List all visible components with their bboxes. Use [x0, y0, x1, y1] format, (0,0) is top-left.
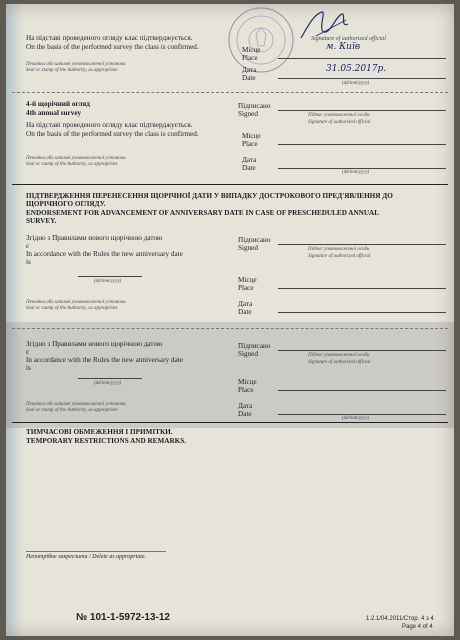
signed-label-uk: Підписано: [238, 102, 271, 110]
date-format-hint: (dd/mm/yyyy): [94, 381, 122, 386]
seal-caption-en: Seal or stamp of the Authority, as appropriate: [26, 68, 118, 73]
new-date-rule-mark: є: [26, 242, 30, 250]
seal-caption-uk: Печатка або штамп уповноваженої установи: [26, 62, 126, 67]
place-label-en: Place: [238, 284, 254, 292]
date-format-hint: (dd/mm/yyyy): [342, 170, 370, 175]
signature-caption-uk: Підпис уповноваженої особи: [308, 247, 370, 252]
place-label-uk: Місце: [242, 46, 261, 54]
signed-label-en: Signed: [238, 110, 258, 118]
signature-caption-en: Signature of authorized official: [308, 120, 371, 125]
survey-4-confirm-uk: На підставі проведеного огляду клас підтверджується.: [26, 121, 193, 129]
date-format-hint: (dd/mm/yyyy): [342, 81, 370, 86]
date-label-uk: Дата: [242, 156, 257, 164]
signed-label-en: Signed: [238, 350, 258, 358]
survey-confirm-en: On the basis of the performed survey the class is confirmed.: [26, 43, 199, 51]
new-date-rule-en: In accordance with the Rules the new anniversary date: [26, 356, 183, 364]
seal-caption-uk: Печатка або штамп уповноваженої установи: [26, 300, 126, 305]
signature-caption-uk: Підпис уповноваженої особи: [308, 113, 370, 118]
place-label-en: Place: [238, 386, 254, 394]
signed-label-en: Signed: [238, 244, 258, 252]
seal-caption-uk: Печатка або штамп уповноваженої установи: [26, 402, 126, 407]
date-label-uk: Дата: [238, 300, 253, 308]
page-edge-shading: [6, 4, 24, 636]
place-label-uk: Місце: [238, 378, 257, 386]
official-seal-stamp: [226, 4, 296, 82]
place-handwritten: м. Київ: [326, 42, 361, 52]
survey-4-confirm-en: On the basis of the performed survey the class is confirmed.: [26, 130, 199, 138]
signature-caption-uk: Підпис уповноваженої особи: [308, 353, 370, 358]
place-label-uk: Місце: [238, 276, 257, 284]
remarks-heading-en: TEMPORARY RESTRICTIONS AND REMARKS.: [26, 437, 187, 445]
place-label-uk: Місце: [242, 132, 261, 140]
new-date-rule-mark-en: is: [26, 258, 31, 266]
date-label-en: Date: [242, 164, 256, 172]
endorsement-heading-en-1: ENDORSEMENT FOR ADVANCEMENT OF ANNIVERSARY DATE IN CASE OF PRESCHEDULED ANNUAL: [26, 209, 380, 217]
page-number: Page 4 of 4: [402, 624, 433, 630]
document-number: № 101-1-5972-13-12: [76, 612, 170, 623]
place-label-en: Place: [242, 140, 258, 148]
date-handwritten: 31.05.2017р.: [326, 64, 387, 74]
date-label-en: Date: [238, 308, 252, 316]
endorsement-heading-uk-2: ЩОРІЧНОГО ОГЛЯДУ.: [26, 200, 106, 208]
signature-caption-en: Signature of authorized official: [311, 36, 386, 42]
date-format-hint: (dd/mm/yyyy): [94, 279, 122, 284]
new-date-rule-mark: є: [26, 348, 30, 356]
new-date-rule-mark-en: is: [26, 364, 31, 372]
new-date-rule-en: In accordance with the Rules the new anniversary date: [26, 250, 183, 258]
signed-label-uk: Підписано: [238, 342, 271, 350]
date-label-en: Date: [242, 74, 256, 82]
endorsement-heading-uk-1: ПІДТВЕРДЖЕННЯ ПЕРЕНЕСЕННЯ ЩОРІЧНОЇ ДАТИ У ВИПАДКУ ДОСТРОКОВОГО ПРЕД'ЯВЛЕННЯ ДО: [26, 192, 393, 200]
signed-label-uk: Підписано: [238, 236, 271, 244]
seal-caption-en: Seal or stamp of the Authority, as appropriate: [26, 162, 118, 167]
place-label-en: Place: [242, 54, 258, 62]
new-date-rule-uk: Згідно з Правилами нового щорічною датою: [26, 234, 163, 242]
certificate-page: [6, 4, 454, 636]
date-label-uk: Дата: [238, 402, 253, 410]
footnote: Непотрібне закреслити / Delete as appropriate.: [26, 554, 147, 560]
survey-4-title-en: 4th annual survey: [26, 109, 82, 117]
date-label-uk: Дата: [242, 66, 257, 74]
signature-caption-en: Signature of authorized official: [308, 254, 371, 259]
new-date-rule-uk: Згідно з Правилами нового щорічною датою: [26, 340, 163, 348]
survey-confirm-uk: На підставі проведеного огляду клас підтверджується.: [26, 34, 193, 42]
endorsement-heading-en-2: SURVEY.: [26, 217, 57, 225]
seal-caption-en: Seal or stamp of the Authority, as appropriate: [26, 306, 118, 311]
form-code: 1.2.1/04.2011/Стор. 4 з 4: [366, 616, 434, 622]
seal-caption-en: Seal or stamp of the Authority, as appropriate: [26, 408, 118, 413]
survey-4-title-uk: 4-й щорічний огляд: [26, 100, 90, 108]
date-label-en: Date: [238, 410, 252, 418]
signature-caption-en: Signature of authorized official: [308, 360, 371, 365]
date-format-hint: (dd/mm/yyyy): [342, 416, 370, 421]
seal-caption-uk: Печатка або штамп уповноваженої установи: [26, 156, 126, 161]
remarks-heading-uk: ТИМЧАСОВІ ОБМЕЖЕННЯ І ПРИМІТКИ.: [26, 428, 173, 436]
